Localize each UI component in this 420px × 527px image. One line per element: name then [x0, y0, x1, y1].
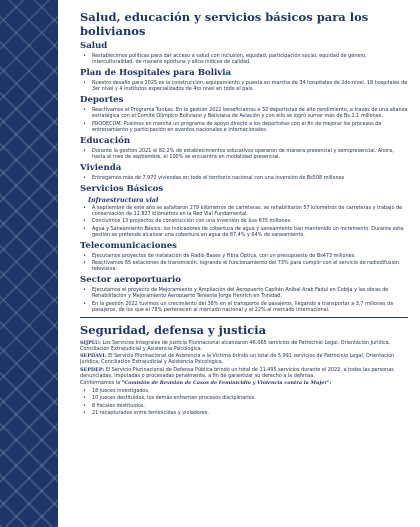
heading-plan-hospitales: Plan de Hospitales para Bolivia [80, 68, 232, 78]
list-item: • Ejecutamos proyectos de instalación de Radio Bases y Fibra Óptica, con un presupuesto de Bs473 millones. [80, 253, 408, 259]
list-item: • Nuestro desafío para 2025 es la construcción, equipamiento y puesta en marcha de 34 hospitales de 2do nivel, 18 hospitales de 3er nivel y 4 institutos especializados de 4to nivel en todo el país. [80, 80, 408, 92]
section-title-seguridad: Seguridad, defensa y justicia [80, 322, 267, 337]
heading-salud: Salud [80, 41, 108, 51]
list-educacion [80, 148, 408, 160]
heading-telecomunicaciones: Telecomunicaciones [80, 240, 178, 251]
list-item: • Agua y Saneamiento Básico: los indicadores de cobertura de agua y saneamiento han mantenido un incremento. Durante esta gestión se pretende alcanzar una cobertura en agua de 87,4% y 64% de saneamiento. [80, 226, 408, 238]
list-item: • Reactivamos 65 estaciones de transmisión, logrando el funcionamiento del 73% para cumplir con el servicio de radiodifusión televisiva. [80, 260, 408, 272]
list-telecomunicaciones [80, 253, 408, 273]
text-sijplu: Los Servicios Integrales de Justicia Plurinacional alcanzaron 46.065 servicios de Patrocinio Legal, Orientación Jurídica, Conciliación Extrajudicial y Asistencia Psicológica. [80, 339, 391, 352]
list-servicios-basicos [80, 205, 408, 238]
list-item: • Concluimos 13 proyectos de construcción con una inversión de $us 675 millones. [80, 218, 408, 224]
label-sepdavi: SEPDAVI: [80, 353, 107, 359]
list-item: • 21 recapturados entre feminicidas y violadores. [80, 410, 408, 416]
section-divider [80, 317, 408, 318]
heading-vivienda: Vivienda [80, 162, 122, 173]
list-item: • 18 jueces investigados. [80, 388, 408, 394]
heading-educacion: Educación [80, 135, 131, 146]
list-item: • A septiembre de este año se asfaltaron 279 kilómetros de carreteras, se rehabilitaron 57 kilómetros de carreteras y trabajo de conservación de 12.827 kilómetros en la Red Vial Fundamental. [80, 205, 408, 217]
paragraph-comision [80, 380, 408, 386]
text-comision-prefix: Conformamos la [80, 380, 122, 386]
list-item: • 10 jueces destituidos, los demás enfrentan procesos disciplinarios. [80, 395, 408, 401]
list-vivienda [80, 175, 408, 181]
paragraph-sepdep [80, 367, 408, 379]
label-sijplu: SIJPLU: [80, 339, 101, 346]
heading-deportes: Deportes [80, 95, 124, 105]
list-item: • En la gestión 2022 tuvimos un crecimiento del 38% en el transporte de pasajeros, llegando a transportar a 3,7 millones de pasajeros, de los que el 78% pertenecen al mercado nacional y el 22% al mercado internacional. [80, 301, 408, 313]
list-comision-results [80, 388, 408, 417]
section-title-salud-educacion: Salud, educación y servicios básicos para los bolivianos [80, 10, 369, 38]
text-comision-name: "Comisión de Revisión de Casos de Feminicidio y Violencia contra la Mujer": [121, 380, 332, 386]
list-item: • Reactivamos el Programa Tunkas. En la gestión 2022 beneficiamos a 32 deportistas de alto rendimiento, a través de una alianza estratégica con el Comité Olímpico Boliviano y Bolivianа de Aviación y con ello se logró sumar más de Bs.1.1 millones. [80, 107, 408, 119]
list-salud [80, 53, 408, 65]
list-deportes [80, 107, 408, 133]
list-item: • PRODECOM: Pusimos en marcha un programa de apoyo directo a los deportistas con el fin de mejorar los procesos de entrenamiento y participación en eventos nacionales e internacionales. [80, 121, 408, 133]
paragraph-sepdavi [80, 353, 408, 365]
content-column [80, 10, 408, 418]
list-item: • Restablecimos políticas para dar acceso a salud con inclusión, equidad, participación social, equidad de género, interculturalidad, de manera oportuna y altos índices de calidad. [80, 53, 408, 65]
text-sepdavi: El Servicio Plurinacional de Asistencia a la Víctima brindó un total de 5.991 servicios de Patrocinio Legal, Orientación Jurídica, Conciliación Extrajudicial y Asistencia Psicológica. [80, 353, 395, 365]
list-sector-aeroportuario [80, 287, 408, 313]
text-sepdep: El Servicio Plurinacional de Defensa Pública brindó un total de 11.495 servicios durante el 2022, a todas las personas denunciadas, imputadas o procesadas penalmente, a fin de garantizar su derecho a la defensa. [80, 366, 394, 379]
list-item: • Ejecutamos el proyecto de Mejoramiento y Ampliación del Aeropuerto Capitán Aníbal Arab Fadul en Cobija y las obras de Rehabilitación y Mejoramiento Aeropuerto Teniente Jorge Henrich en Trinidad. [80, 287, 408, 299]
list-item: • Entregamos más de 7.970 viviendas en todo el territorio nacional con una inversión de Bs508 millones [80, 175, 408, 181]
heading-sector-aeroportuario: Sector aeroportuario [80, 275, 182, 285]
subheading-infraestructura-vial: Infraestructura vial [88, 195, 159, 204]
decorative-side-pattern [0, 0, 58, 527]
paragraph-sijplu [80, 340, 408, 352]
heading-servicios-basicos: Servicios Básicos [80, 183, 164, 194]
list-item: • 8 fiscales destituidos. [80, 403, 408, 409]
label-sepdep: SEPDEP: [80, 366, 105, 373]
list-plan-hospitales [80, 80, 408, 92]
list-item: • Durante la gestión 2021 el 82,2% de establecimientos educativos operaron de manera presencial y semipresencial. Ahora, hasta el mes de septiembre, el 100% se encuentra en modalidad presencial. [80, 148, 408, 160]
